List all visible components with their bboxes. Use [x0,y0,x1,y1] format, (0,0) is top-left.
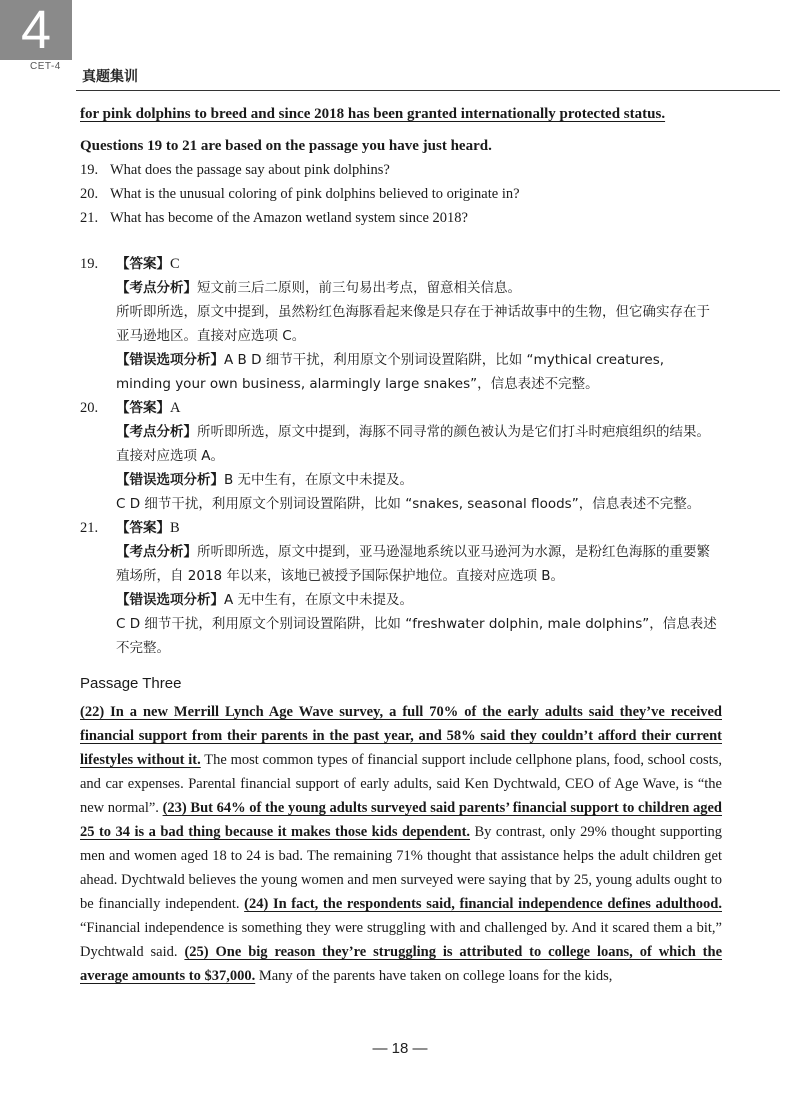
answer-section [80,252,722,660]
key-sentence-22: (22) In a new Merrill Lynch Age Wave survey, a full 70% of the early adults said they’ve received financial support from their parents in the past year, and 58% said they couldn’t afford their current lifestyles without it. [80,704,722,768]
answer-block: 19. 【答案】C 【考点分析】短文前三后二原则，前三句易出考点，留意相关信息。 所听即所选，原文中提到，虽然粉红色海豚看起来像是只存在于神话故事中的生物，但它确实存在于亚马逊地区。直接对应选项 C。 【错误选项分析】A B D 细节干扰，利用原文个别词设置陷阱，比如 “mythical creatures, minding your own business, alarmingly large snakes”，信息表述不完整。 [80,252,722,396]
section-title: 真题集训 [82,69,138,85]
header-rule [76,90,780,91]
key-sentence-25: (25) One big reason they’re struggling is attributed to college loans, of which the average amounts to $37,000. [80,944,723,984]
analysis-text: 所听即所选，原文中提到，虽然粉红色海豚看起来像是只存在于神话故事中的生物，但它确实存在于亚马逊地区。直接对应选项 C。 [116,304,710,344]
answer-label: 【答案】 [116,400,170,416]
answer-label: 【答案】 [116,520,170,536]
answer-value: C [170,256,180,272]
wrong-option-label: 【错误选项分析】 [116,472,224,488]
page-content [80,102,722,988]
key-sentence-24: (24) In fact, the respondents said, financial independence defines adulthood. [244,896,722,912]
chapter-tab-subtitle: CET-4 [30,61,61,72]
analysis-label: 【考点分析】 [116,544,197,560]
page-number: — 18 — [372,1040,428,1057]
chapter-tab: 4 [0,0,72,60]
answer-value: B [170,520,180,536]
question-item: 19. What does the passage say about pink dolphins? [80,162,390,178]
question-item: 21. What has become of the Amazon wetland system since 2018? [80,210,468,226]
answer-value: A [170,400,181,416]
page-header [0,0,800,96]
wrong-option-label: 【错误选项分析】 [116,352,224,368]
questions-heading: Questions 19 to 21 are based on the passage you have just heard. [80,138,492,154]
passage-title: Passage Three [80,675,182,692]
passage-text: (22) In a new Merrill Lynch Age Wave survey, a full 70% of the early adults said they’ve received financial support from their parents in the past year, and 58% said they couldn’t afford their current lifestyles without it. The most common types of financial support include cellphone plans, food, school costs, and car expenses. Parental financial support of early adults, said Ken Dychtwald, CEO of Age Wave, is “the new normal”. (23) But 64% of the young adults surveyed said parents’ financial support to children aged 25 to 34 is a bad thing because it makes those kids dependent. By contrast, only 29% thought supporting men and women aged 18 to 24 is bad. The remaining 71% thought that assistance helps the adult children get ahead. Dychtwald believes the young women and men surveyed were saying that by 25, young adults ought to be financially independent. (24) In fact, the respondents said, financial independence defines adulthood. “Financial independence is something they were struggling with and challenged by. And it scared them a bit,” Dychtwald said. (25) One big reason they’re struggling is attributed to college loans, of which the average amounts to $37,000. Many of the parents have taken on college loans for the kids, [80,704,723,984]
wrong-option-text: C D 细节干扰，利用原文个别词设置陷阱，比如 “freshwater dolphin, male dolphins”，信息表述不完整。 [116,616,717,656]
key-sentence-23: (23) But 64% of the young adults surveyed said parents’ financial support to children aged 25 to 34 is a bad thing because it makes those kids dependent. [80,800,722,840]
analysis-label: 【考点分析】 [116,424,197,440]
question-item: 20. What is the unusual coloring of pink dolphins believed to originate in? [80,186,520,202]
wrong-option-label: 【错误选项分析】 [116,592,224,608]
analysis-label: 【考点分析】 [116,280,197,296]
answer-block: 20. 【答案】A 【考点分析】所听即所选，原文中提到，海豚不同寻常的颜色被认为是它们打斗时疤痕组织的结果。直接对应选项 A。 【错误选项分析】B 无中生有，在原文中未提及。 C D 细节干扰，利用原文个别词设置陷阱，比如 “snakes, seasonal floods”，信息表述不完整。 [80,396,722,516]
continued-sentence: for pink dolphins to breed and since 2018 has been granted internationally protected status. [80,106,666,122]
answer-block: 21. 【答案】B 【考点分析】所听即所选，原文中提到，亚马逊湿地系统以亚马逊河为水源，是粉红色海豚的重要繁殖场所，自 2018 年以来，该地已被授予国际保护地位。直接对应选项 B。 【错误选项分析】A 无中生有，在原文中未提及。 C D 细节干扰，利用原文个别词设置陷阱，比如 “freshwater dolphin, male dolphins”，信息表述不完整。 [80,516,722,660]
wrong-option-text: C D 细节干扰，利用原文个别词设置陷阱，比如 “snakes, seasonal floods”，信息表述不完整。 [116,496,701,512]
answer-label: 【答案】 [116,256,170,272]
